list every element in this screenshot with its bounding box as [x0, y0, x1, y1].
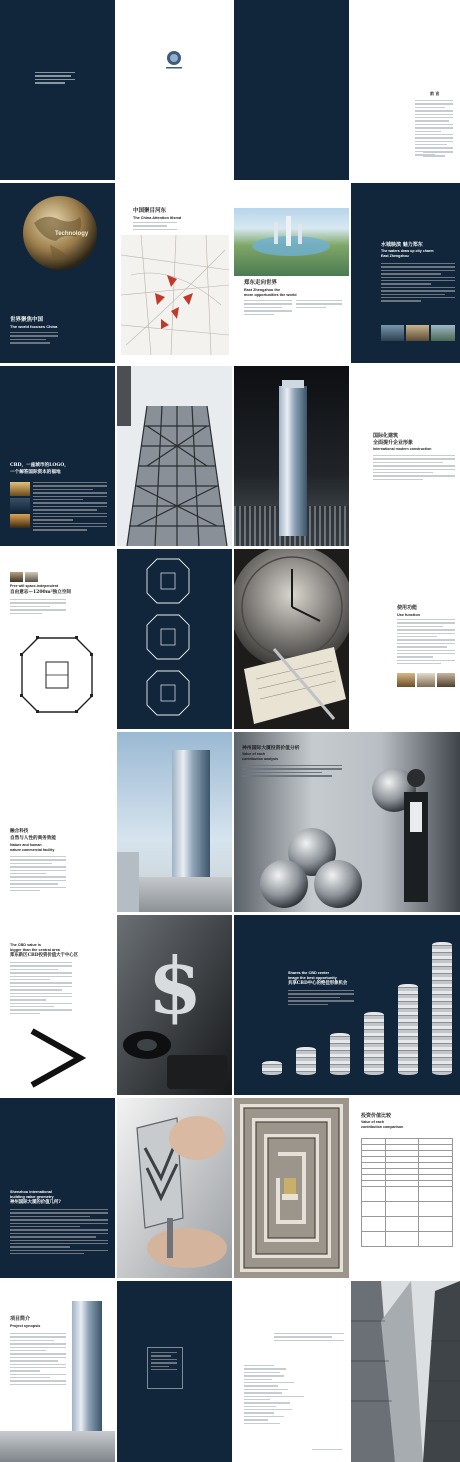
- page-synopsis: [0, 1281, 115, 1462]
- page-construction-photo: [117, 366, 232, 546]
- table-row: [362, 1202, 453, 1217]
- geometry-title-cn: 神州国际大厦的价值几何?: [10, 1200, 61, 1205]
- comparison-title-cn: 投资价值比较: [361, 1113, 392, 1119]
- synopsis-title-cn: 项目简介: [10, 1316, 31, 1322]
- cbd-thumb-1: [10, 482, 30, 496]
- page-free-space: [0, 549, 115, 729]
- page-blank-navy: [234, 0, 349, 180]
- table-cell: [385, 1217, 419, 1232]
- coin-stack: [330, 1033, 350, 1075]
- page-geometry: [0, 1098, 115, 1278]
- nature-title-1: 融合科技: [10, 829, 29, 834]
- water-city-thumb-3: [431, 325, 455, 341]
- water-city-title-en2: East Zhengzhou: [381, 254, 409, 258]
- free-space-title-en: Free will space-independent: [10, 584, 59, 588]
- page-value-globes: [234, 732, 460, 912]
- page-coins: [234, 915, 460, 1095]
- cbd-value-title-cn: 郑东新区CBD投资价值大于中心区: [10, 953, 79, 958]
- intl-arch-title-en: International modern construction: [373, 447, 432, 451]
- glass-tower-top: [282, 380, 304, 388]
- cbd-value-body: [10, 962, 72, 1016]
- nature-title-en2: nature commercial facility: [10, 848, 55, 852]
- world-focus-body: [10, 332, 58, 346]
- value-title-cn: 神州国际大厦投资价值分析: [242, 745, 300, 751]
- cbd-logo-title-2: 一个解答国际资本的福地: [10, 470, 61, 475]
- aerial-city-photo: [234, 208, 349, 276]
- page-cover-logo: [117, 0, 232, 180]
- opportunity-title-en2: image the best opportunity: [288, 976, 337, 980]
- preface-title: 前 言: [430, 91, 440, 96]
- intl-arch-body: [373, 455, 455, 482]
- zhengzhou-title-en2: more opportunities the world: [244, 293, 297, 297]
- road-map-image: [121, 235, 229, 355]
- zhengzhou-title-cn: 郑东走向世界: [244, 280, 278, 286]
- floor-plan-1: [145, 557, 191, 605]
- coin-stack: [296, 1047, 316, 1075]
- water-city-thumb-1: [381, 325, 404, 341]
- table-cell: [385, 1187, 419, 1202]
- nature-title-en1: Nature and human: [10, 843, 42, 847]
- cbd-value-title-en2: bigger than the central area: [10, 948, 60, 952]
- water-city-thumb-2: [406, 325, 429, 341]
- info-list: [244, 1365, 304, 1426]
- globe-word: Technology: [55, 231, 89, 237]
- page-cbd-logo: [0, 366, 115, 546]
- use-function-title-en: Use function: [397, 613, 420, 617]
- water-city-body: [381, 263, 455, 304]
- world-focus-title-cn: 世界聚焦中国: [10, 317, 44, 323]
- intl-arch-title-1: 国际化建筑: [373, 433, 399, 439]
- cbd-logo-title-1: CBD，一座城市的LOGO，: [10, 463, 69, 468]
- page-tower-photo: [234, 366, 349, 546]
- use-function-thumb-2: [417, 673, 435, 687]
- office-photo-1: [10, 572, 23, 582]
- page-floor-plans: [117, 549, 232, 729]
- preface-body: [415, 100, 453, 158]
- page-maze-photo: [234, 1098, 349, 1278]
- page-hand-emblem: [117, 1098, 232, 1278]
- hand-emblem-photo: [117, 1098, 232, 1278]
- preface-footer: [423, 152, 453, 159]
- inner-cover-text: [35, 72, 75, 86]
- table-cell: [385, 1232, 419, 1247]
- page-cbd-value: [0, 915, 115, 1095]
- page-intl-arch: [351, 366, 460, 546]
- info-footer: [312, 1449, 342, 1452]
- table-cell: [419, 1202, 453, 1217]
- coin-stack: [398, 984, 418, 1075]
- world-focus-title-en: The world focuses China: [10, 324, 58, 329]
- office-photo-2: [25, 572, 38, 582]
- globes-and-man: [234, 732, 460, 912]
- comparison-title-en2: contribution comparison: [361, 1125, 404, 1129]
- synopsis-title-en: Project synopsis: [10, 1324, 41, 1328]
- zhengzhou-body: [244, 300, 292, 317]
- table-cell: [362, 1187, 386, 1202]
- page-world-focus: [0, 183, 115, 363]
- contact-box: [147, 1347, 183, 1389]
- intl-arch-title-2: 全面提升企业形象: [373, 440, 414, 446]
- value-title-en1: Value of each: [242, 752, 265, 756]
- page-water-city: [351, 183, 460, 363]
- floor-plan: [18, 634, 96, 716]
- use-function-body: [397, 619, 455, 666]
- opportunity-title-en1: Shares the CBD center: [288, 971, 330, 975]
- page-comparison: [351, 1098, 460, 1278]
- cbd-logo-body: [33, 482, 107, 533]
- cbd-thumb-3: [10, 514, 30, 528]
- page-skyscraper-photo: [117, 732, 232, 912]
- free-space-body: [10, 599, 66, 616]
- nature-body: [10, 856, 66, 893]
- coin-stack: [364, 1012, 384, 1075]
- page-use-function: [351, 549, 460, 729]
- chevron-right-icon: [28, 1027, 86, 1089]
- free-space-title-cn: 自由意志—1200m²独立空间: [10, 590, 72, 595]
- page-skyline-photo: [351, 1281, 460, 1462]
- table-row: [362, 1217, 453, 1232]
- page-zhengzhou: [234, 183, 349, 363]
- water-city-title-en1: The waters draw up city charm: [381, 249, 434, 253]
- opportunity-title-cn: 共享CBD中心的绝佳形象机会: [288, 981, 348, 986]
- nature-title-2: 自然与人性的商务效能: [10, 836, 56, 841]
- svg-text:$: $: [147, 941, 203, 1032]
- page-contact: [117, 1281, 232, 1462]
- geometry-title-en1: Shenzhou international: [10, 1190, 52, 1194]
- skyline-photo: [351, 1281, 460, 1462]
- clock-and-pen-photo: [234, 549, 349, 729]
- page-china-map: [117, 183, 232, 363]
- table-cell: [419, 1232, 453, 1247]
- page-preface-left: [0, 0, 115, 180]
- table-cell: [419, 1187, 453, 1202]
- zhengzhou-title-en1: East Zhengzhou the: [244, 288, 281, 292]
- use-function-thumb-1: [397, 673, 415, 687]
- value-title-en2: contribution analysis: [242, 757, 279, 761]
- info-header: [274, 1333, 344, 1343]
- china-focus-body: [133, 222, 177, 232]
- china-focus-title-en: The China Attention Itlsmd: [133, 216, 182, 220]
- comparison-table: [361, 1138, 453, 1247]
- page-clock-photo: [234, 549, 349, 729]
- page-preface: [351, 0, 460, 180]
- glass-tower: [279, 386, 307, 536]
- table-cell: [362, 1217, 386, 1232]
- coin-stack: [432, 942, 452, 1075]
- use-function-thumb-3: [437, 673, 455, 687]
- cbd-value-title-en1: The CBD value is: [10, 943, 42, 947]
- table-cell: [385, 1202, 419, 1217]
- page-nature: [0, 732, 115, 912]
- cbd-thumb-2: [10, 498, 30, 512]
- page-dollar-photo: [117, 915, 232, 1095]
- geometry-title-en2: building value geometry: [10, 1195, 54, 1199]
- scaffold-tower-photo: [117, 366, 232, 546]
- page-project-info: [234, 1281, 349, 1462]
- synopsis-low-buildings: [0, 1431, 115, 1462]
- water-city-title-cn: 水城映滨 魅力郑东: [381, 242, 423, 248]
- dollar-key-photo: [117, 915, 232, 1095]
- zhengzhou-body-2: [296, 300, 342, 310]
- floor-plan-2: [145, 613, 191, 661]
- company-logo-icon: [162, 48, 186, 72]
- table-row: [362, 1232, 453, 1247]
- coin-stack: [262, 1061, 282, 1075]
- side-building: [117, 852, 139, 912]
- table-cell: [362, 1202, 386, 1217]
- floor-plan-3: [145, 669, 191, 717]
- table-cell: [419, 1217, 453, 1232]
- geometry-body: [10, 1209, 108, 1256]
- maze-photo: [234, 1098, 349, 1278]
- comparison-title-en1: Value of each: [361, 1120, 384, 1124]
- coin-stacks: [234, 915, 460, 1095]
- china-focus-title-cn: 中国聚目河东: [133, 208, 167, 214]
- table-cell: [362, 1232, 386, 1247]
- synopsis-body: [10, 1333, 66, 1387]
- use-function-title-cn: 使用功能: [397, 605, 418, 611]
- table-row: [362, 1187, 453, 1202]
